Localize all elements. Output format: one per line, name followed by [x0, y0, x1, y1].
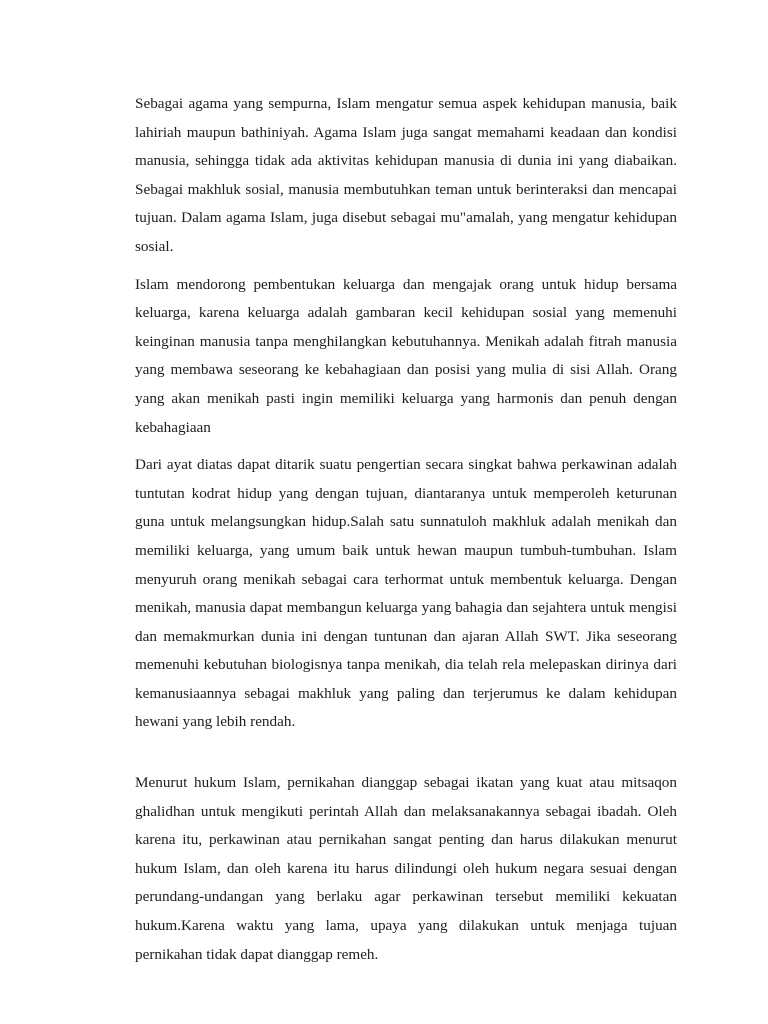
paragraph-4: Menurut hukum Islam, pernikahan dianggap sebagai ikatan yang kuat atau mitsaqon ghalidhan untuk mengikuti perintah Allah dan melaksanakannya sebagai ibadah. Oleh karena itu, perkawinan atau pernikahan sangat penting dan harus dilakukan menurut hukum Islam, dan oleh karena itu harus dilindungi oleh hukum negara sesuai dengan perundang-undangan yang berlaku agar perkawinan tersebut memiliki kekuatan hukum.Karena waktu yang lama, upaya yang dilakukan untuk menjaga tujuan pernikahan tidak dapat dianggap remeh.: [135, 774, 677, 963]
document-body: [135, 90, 677, 978]
paragraph-1: Sebagai agama yang sempurna, Islam mengatur semua aspek kehidupan manusia, baik lahiriah maupun bathiniyah. Agama Islam juga sangat memahami keadaan dan kondisi manusia, sehingga tidak ada aktivitas kehidupan manusia di dunia ini yang diabaikan. Sebagai makhluk sosial, manusia membutuhkan teman untuk berinteraksi dan mencapai tujuan. Dalam agama Islam, juga disebut sebagai mu"amalah, yang mengatur kehidupan sosial.: [135, 95, 677, 255]
paragraph-3: Dari ayat diatas dapat ditarik suatu pengertian secara singkat bahwa perkawinan adalah tuntutan kodrat hidup yang dengan tujuan, diantaranya untuk memperoleh keturunan guna untuk melangsungkan hidup.Salah satu sunnatuloh makhluk adalah menikah dan memiliki keluarga, yang umum baik untuk hewan maupun tumbuh-tumbuhan. Islam menyuruh orang menikah sebagai cara terhormat untuk membentuk keluarga. Dengan menikah, manusia dapat membangun keluarga yang bahagia dan sejahtera untuk mengisi dan memakmurkan dunia ini dengan tuntunan dan ajaran Allah SWT. Jika seseorang memenuhi kebutuhan biologisnya tanpa menikah, dia telah rela melepaskan dirinya dari kemanusiaannya sebagai makhluk yang paling dan terjerumus ke dalam kehidupan hewani yang lebih rendah.: [135, 456, 677, 731]
paragraph-2: Islam mendorong pembentukan keluarga dan mengajak orang untuk hidup bersama keluarga, karena keluarga adalah gambaran kecil kehidupan sosial yang memenuhi keinginan manusia tanpa menghilangkan kebutuhannya. Menikah adalah fitrah manusia yang membawa seseorang ke kebahagiaan dan posisi yang mulia di sisi Allah. Orang yang akan menikah pasti ingin memiliki keluarga yang harmonis dan penuh dengan kebahagiaan: [135, 275, 677, 436]
